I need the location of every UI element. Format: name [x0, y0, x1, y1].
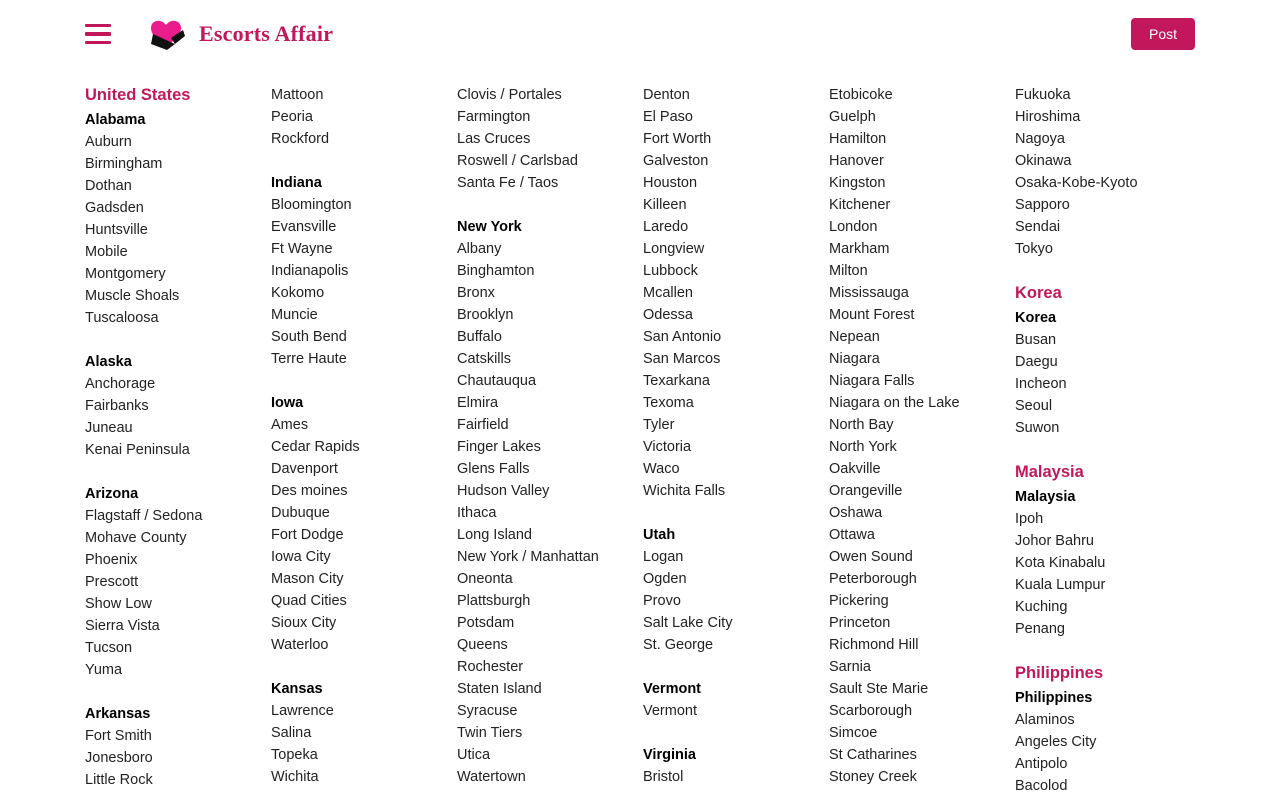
city-link[interactable]: Watertown	[457, 769, 526, 785]
city-link[interactable]: Johor Bahru	[1015, 533, 1094, 549]
city-link[interactable]: Phoenix	[85, 552, 138, 568]
city-link[interactable]: Princeton	[829, 615, 891, 631]
city-link[interactable]: Finger Lakes	[457, 439, 541, 455]
city-link[interactable]: Indianapolis	[271, 263, 349, 279]
city-link[interactable]: New York / Manhattan	[457, 549, 599, 565]
city-link[interactable]: Davenport	[271, 461, 338, 477]
city-link[interactable]: Osaka-Kobe-Kyoto	[1015, 175, 1138, 191]
city-link[interactable]: Mcallen	[643, 285, 693, 301]
city-link[interactable]: Peterborough	[829, 571, 917, 587]
city-link[interactable]: Daegu	[1015, 354, 1058, 370]
city-link[interactable]: Little Rock	[85, 772, 153, 788]
city-link[interactable]: Longview	[643, 241, 705, 257]
city-link[interactable]: Stoney Creek	[829, 769, 917, 785]
city-link[interactable]: Twin Tiers	[457, 725, 523, 741]
city-link[interactable]: Terre Haute	[271, 351, 347, 367]
city-link[interactable]: Vermont	[643, 703, 697, 719]
city-link[interactable]: Provo	[643, 593, 681, 609]
directory-column	[829, 84, 1015, 797]
column-spacer	[643, 502, 829, 524]
city-link[interactable]: Muscle Shoals	[85, 288, 180, 304]
city-link[interactable]: Mohave County	[85, 530, 187, 546]
city-link[interactable]: Texarkana	[643, 373, 710, 389]
city-link[interactable]: Victoria	[643, 439, 692, 455]
city-link[interactable]: Sarnia	[829, 659, 871, 675]
city-link[interactable]: Queens	[457, 637, 508, 653]
column-spacer	[457, 194, 643, 216]
brand-name: Escorts Affair	[199, 21, 334, 46]
directory-column	[1015, 84, 1201, 797]
region-heading: Iowa	[271, 395, 304, 411]
city-link[interactable]: Hudson Valley	[457, 483, 550, 499]
city-link[interactable]: Niagara on the Lake	[829, 395, 960, 411]
city-link[interactable]: Waco	[643, 461, 680, 477]
city-link[interactable]: Oakville	[829, 461, 881, 477]
city-link[interactable]: Okinawa	[1015, 153, 1072, 169]
city-link[interactable]: Kuala Lumpur	[1015, 577, 1106, 593]
city-link[interactable]: Quad Cities	[271, 593, 347, 609]
city-link[interactable]: Juneau	[85, 420, 133, 436]
city-link[interactable]: Des moines	[271, 483, 348, 499]
city-link[interactable]: Clovis / Portales	[457, 87, 562, 103]
city-link[interactable]: Suwon	[1015, 420, 1060, 436]
city-link[interactable]: Evansville	[271, 219, 337, 235]
column-spacer	[271, 150, 457, 172]
city-link[interactable]: Santa Fe / Taos	[457, 175, 559, 191]
post-button[interactable]: Post	[1131, 18, 1195, 50]
country-heading: Philippines	[1015, 664, 1104, 682]
column-spacer	[85, 461, 271, 483]
region-heading: Vermont	[643, 681, 702, 697]
city-link[interactable]: San Antonio	[643, 329, 722, 345]
city-link[interactable]: Scarborough	[829, 703, 913, 719]
city-link[interactable]: Prescott	[85, 574, 139, 590]
column-spacer	[85, 681, 271, 703]
city-link[interactable]: Oneonta	[457, 571, 513, 587]
directory-column	[85, 84, 271, 797]
city-link[interactable]: Bristol	[643, 769, 684, 785]
city-link[interactable]: Mason City	[271, 571, 344, 587]
city-link[interactable]: Birmingham	[85, 156, 163, 172]
city-link[interactable]: Albany	[457, 241, 502, 257]
city-link[interactable]: Staten Island	[457, 681, 542, 697]
city-link[interactable]: Kuching	[1015, 599, 1068, 615]
city-link[interactable]: Anchorage	[85, 376, 156, 392]
city-link[interactable]: Flagstaff / Sedona	[85, 508, 203, 524]
city-link[interactable]: Muncie	[271, 307, 318, 323]
city-link[interactable]: Logan	[643, 549, 684, 565]
city-link[interactable]: Tucson	[85, 640, 133, 656]
city-link[interactable]: Sault Ste Marie	[829, 681, 929, 697]
region-heading: Arizona	[85, 486, 139, 502]
city-link[interactable]: Sendai	[1015, 219, 1061, 235]
city-link[interactable]: Auburn	[85, 134, 132, 150]
city-link[interactable]: Kota Kinabalu	[1015, 555, 1106, 571]
city-link[interactable]: Niagara Falls	[829, 373, 915, 389]
city-link[interactable]: Cedar Rapids	[271, 439, 360, 455]
city-link[interactable]: Denton	[643, 87, 690, 103]
city-link[interactable]: Niagara	[829, 351, 880, 367]
city-link[interactable]: Galveston	[643, 153, 709, 169]
city-link[interactable]: Guelph	[829, 109, 876, 125]
city-link[interactable]: Lawrence	[271, 703, 334, 719]
city-link[interactable]: Farmington	[457, 109, 531, 125]
city-link[interactable]: Lubbock	[643, 263, 698, 279]
city-link[interactable]: Binghamton	[457, 263, 535, 279]
city-link[interactable]: Rockford	[271, 131, 330, 147]
city-link[interactable]: Fort Smith	[85, 728, 152, 744]
city-link[interactable]: Penang	[1015, 621, 1065, 637]
city-link[interactable]: St. George	[643, 637, 714, 653]
city-link[interactable]: Alaminos	[1015, 712, 1075, 728]
city-link[interactable]: Potsdam	[457, 615, 515, 631]
city-link[interactable]: Mobile	[85, 244, 128, 260]
city-link[interactable]: Incheon	[1015, 376, 1067, 392]
city-link[interactable]: Gadsden	[85, 200, 144, 216]
city-link[interactable]: Dubuque	[271, 505, 330, 521]
column-spacer	[271, 656, 457, 678]
city-link[interactable]: Busan	[1015, 332, 1057, 348]
city-link[interactable]: Mattoon	[271, 87, 324, 103]
city-link[interactable]: Markham	[829, 241, 890, 257]
city-link[interactable]: Ft Wayne	[271, 241, 333, 257]
city-link[interactable]: Kitchener	[829, 197, 891, 213]
city-link[interactable]: Glens Falls	[457, 461, 530, 477]
city-link[interactable]: Pickering	[829, 593, 889, 609]
column-spacer	[1015, 260, 1201, 282]
city-link[interactable]: Huntsville	[85, 222, 148, 238]
region-heading: Korea	[1015, 310, 1057, 326]
country-heading: United States	[85, 86, 191, 104]
region-heading: Virginia	[643, 747, 696, 763]
city-link[interactable]: Sioux City	[271, 615, 337, 631]
country-heading: Malaysia	[1015, 463, 1084, 481]
city-link[interactable]: Antipolo	[1015, 756, 1068, 772]
site-header	[0, 0, 1280, 68]
city-link[interactable]: South Bend	[271, 329, 347, 345]
column-spacer	[1015, 640, 1201, 662]
city-link[interactable]: Mount Forest	[829, 307, 915, 323]
city-link[interactable]: Killeen	[643, 197, 687, 213]
region-heading: Malaysia	[1015, 489, 1076, 505]
region-heading: Philippines	[1015, 690, 1093, 706]
city-link[interactable]: Bronx	[457, 285, 495, 301]
city-link[interactable]: Owen Sound	[829, 549, 913, 565]
city-link[interactable]: Ipoh	[1015, 511, 1044, 527]
city-link[interactable]: Catskills	[457, 351, 511, 367]
city-link[interactable]: Tokyo	[1015, 241, 1053, 257]
column-spacer	[271, 370, 457, 392]
city-link[interactable]: Sapporo	[1015, 197, 1070, 213]
brand-logo-link[interactable]	[145, 14, 333, 54]
city-link[interactable]: Peoria	[271, 109, 313, 125]
city-link[interactable]: Buffalo	[457, 329, 502, 345]
directory-column	[643, 84, 829, 797]
city-link[interactable]: North York	[829, 439, 897, 455]
city-link[interactable]: Yuma	[85, 662, 123, 678]
city-link[interactable]: Hiroshima	[1015, 109, 1081, 125]
city-link[interactable]: Hanover	[829, 153, 884, 169]
city-link[interactable]: Orangeville	[829, 483, 903, 499]
city-link[interactable]: Wichita Falls	[643, 483, 726, 499]
city-link[interactable]: Nagoya	[1015, 131, 1065, 147]
city-link[interactable]: Show Low	[85, 596, 152, 612]
city-link[interactable]: Las Cruces	[457, 131, 531, 147]
hamburger-menu-icon[interactable]	[85, 24, 111, 44]
city-link[interactable]: Kokomo	[271, 285, 325, 301]
city-link[interactable]: Laredo	[643, 219, 689, 235]
column-spacer	[85, 329, 271, 351]
city-link[interactable]: Ithaca	[457, 505, 497, 521]
region-heading: New York	[457, 219, 522, 235]
city-link[interactable]: Nepean	[829, 329, 880, 345]
column-spacer	[643, 722, 829, 744]
city-link[interactable]: Kenai Peninsula	[85, 442, 190, 458]
city-link[interactable]: Salt Lake City	[643, 615, 733, 631]
city-link[interactable]: Roswell / Carlsbad	[457, 153, 578, 169]
city-link[interactable]: Salina	[271, 725, 312, 741]
city-link[interactable]: Milton	[829, 263, 868, 279]
heart-logo-icon	[145, 14, 191, 54]
city-link[interactable]: Fairfield	[457, 417, 509, 433]
city-link[interactable]: Etobicoke	[829, 87, 893, 103]
city-link[interactable]: Fort Worth	[643, 131, 712, 147]
city-link[interactable]: Fairbanks	[85, 398, 149, 414]
city-link[interactable]: Angeles City	[1015, 734, 1097, 750]
city-link[interactable]: Waterloo	[271, 637, 329, 653]
region-heading: Alaska	[85, 354, 132, 370]
location-directory	[0, 68, 1280, 797]
region-heading: Utah	[643, 527, 676, 543]
city-link[interactable]: Bacolod	[1015, 778, 1068, 794]
city-link[interactable]: Dothan	[85, 178, 132, 194]
city-link[interactable]: Bloomington	[271, 197, 352, 213]
city-link[interactable]: Topeka	[271, 747, 318, 763]
city-link[interactable]: Rochester	[457, 659, 524, 675]
city-link[interactable]: Brooklyn	[457, 307, 514, 323]
city-link[interactable]: Tyler	[643, 417, 675, 433]
city-link[interactable]: Montgomery	[85, 266, 166, 282]
city-link[interactable]: Ames	[271, 417, 309, 433]
city-link[interactable]: Houston	[643, 175, 698, 191]
city-link[interactable]: Plattsburgh	[457, 593, 531, 609]
city-link[interactable]: Sierra Vista	[85, 618, 160, 634]
city-link[interactable]: Long Island	[457, 527, 532, 543]
city-link[interactable]: El Paso	[643, 109, 693, 125]
city-link[interactable]: Richmond Hill	[829, 637, 919, 653]
city-link[interactable]: Ottawa	[829, 527, 875, 543]
city-link[interactable]: Simcoe	[829, 725, 878, 741]
city-link[interactable]: Hamilton	[829, 131, 887, 147]
city-link[interactable]: North Bay	[829, 417, 894, 433]
city-link[interactable]: Wichita	[271, 769, 319, 785]
city-link[interactable]: Tuscaloosa	[85, 310, 159, 326]
city-link[interactable]: Fukuoka	[1015, 87, 1071, 103]
city-link[interactable]: Odessa	[643, 307, 693, 323]
city-link[interactable]: Texoma	[643, 395, 694, 411]
column-spacer	[1015, 439, 1201, 461]
city-link[interactable]: Kingston	[829, 175, 886, 191]
region-heading: Kansas	[271, 681, 323, 697]
city-link[interactable]: Oshawa	[829, 505, 883, 521]
city-link[interactable]: Iowa City	[271, 549, 331, 565]
city-link[interactable]: Ogden	[643, 571, 687, 587]
city-link[interactable]: Utica	[457, 747, 491, 763]
city-link[interactable]: Mississauga	[829, 285, 909, 301]
city-link[interactable]: Chautauqua	[457, 373, 537, 389]
region-heading: Indiana	[271, 175, 322, 191]
directory-column	[271, 84, 457, 797]
city-link[interactable]: Syracuse	[457, 703, 518, 719]
city-link[interactable]: St Catharines	[829, 747, 917, 763]
column-spacer	[643, 656, 829, 678]
city-link[interactable]: London	[829, 219, 878, 235]
city-link[interactable]: Elmira	[457, 395, 499, 411]
directory-column	[457, 84, 643, 797]
region-heading: Alabama	[85, 112, 146, 128]
city-link[interactable]: Seoul	[1015, 398, 1053, 414]
region-heading: Arkansas	[85, 706, 151, 722]
city-link[interactable]: Fort Dodge	[271, 527, 344, 543]
city-link[interactable]: Jonesboro	[85, 750, 153, 766]
country-heading: Korea	[1015, 284, 1062, 302]
city-link[interactable]: San Marcos	[643, 351, 721, 367]
